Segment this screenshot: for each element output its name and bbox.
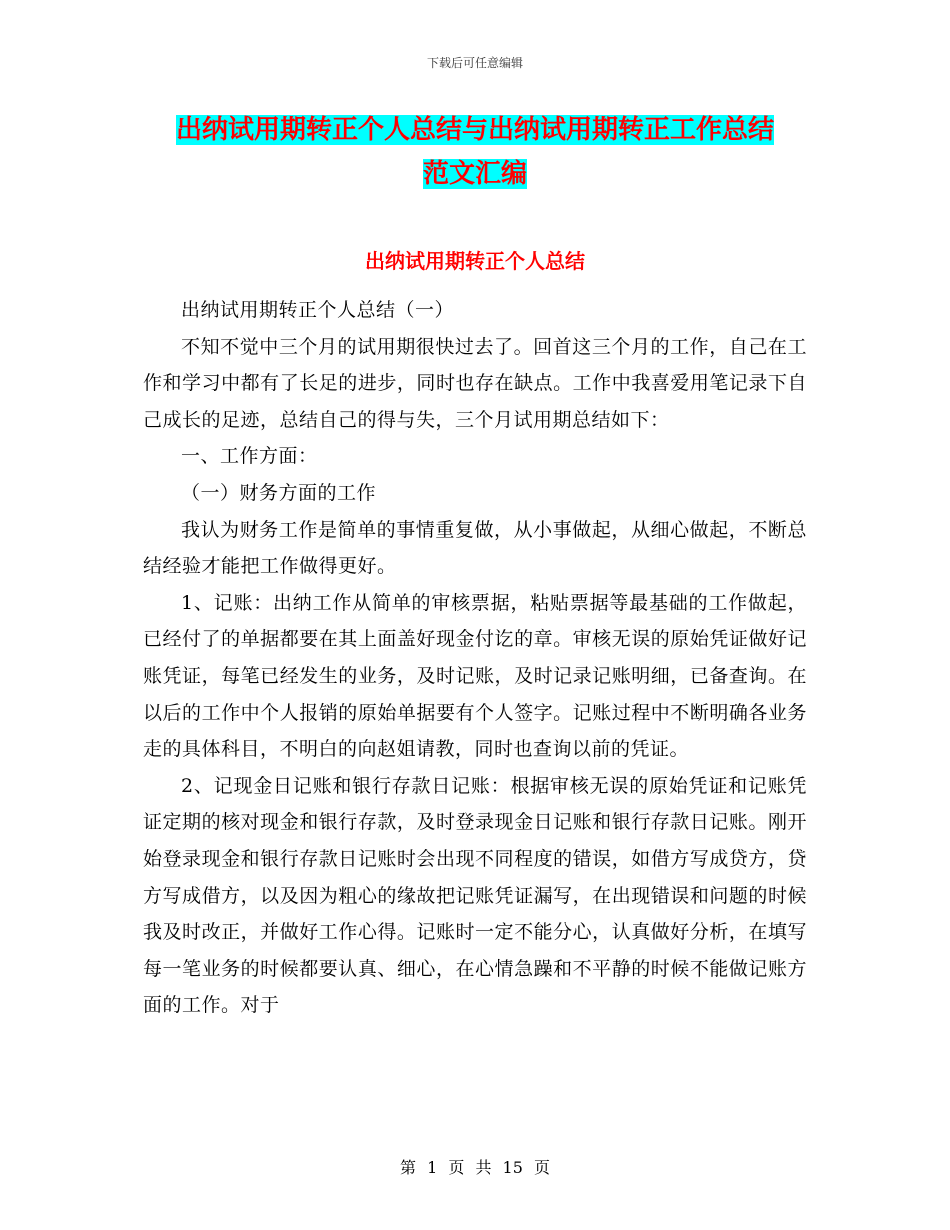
page-number: 第 1 页 共 15 页 xyxy=(400,1158,550,1177)
section-title: 出纳试用期转正个人总结 xyxy=(365,249,585,273)
document-body xyxy=(143,292,807,1024)
paragraph-journal: 2、记现金日记账和银行存款日记账：根据审核无误的原始凭证和记账凭证定期的核对现金和银行存款，及时登录现金日记账和银行存款日记账。刚开始登录现金和银行存款日记账时会出现不同程度的错误，如借方写成贷方，贷方写成借方，以及因为粗心的缘故把记账凭证漏写，在出现错误和问题的时候我及时改正，并做好工作心得。记账时一定不能分心，认真做好分析，在填写每一笔业务的时候都要认真、细心，在心情急躁和不平静的时候不能做记账方面的工作。对于 xyxy=(143,774,807,1017)
paragraph-heading-work: 一、工作方面： xyxy=(181,445,318,468)
paragraph-intro: 不知不觉中三个月的试用期很快过去了。回首这三个月的工作，自己在工作和学习中都有了长足的进步，同时也存在缺点。工作中我喜爱用笔记录下自己成长的足迹，总结自己的得与失，三个月试用期总结如下： xyxy=(143,335,807,431)
document-title-line2: 范文汇编 xyxy=(422,159,527,189)
document-title-line1: 出纳试用期转正个人总结与出纳试用期转正工作总结 xyxy=(175,115,774,145)
header-note: 下载后可任意编辑 xyxy=(426,56,523,70)
paragraph-heading-finance: （一）财务方面的工作 xyxy=(181,481,377,504)
paragraph-subtitle: 出纳试用期转正个人总结（一） xyxy=(181,299,455,321)
document-title xyxy=(145,108,805,196)
paragraph-bookkeeping: 1、记账：出纳工作从简单的审核票据，粘贴票据等最基础的工作做起，已经付了的单据都要在其上面盖好现金付讫的章。审核无误的原始凭证做好记账凭证，每笔已经发生的业务，及时记账，及时记录记账明细，已备查询。在以后的工作中个人报销的原始单据要有个人签字。记账过程中不断明确各业务走的具体科目，不明白的向赵姐请教，同时也查询以前的凭证。 xyxy=(143,591,807,761)
paragraph-finance-view: 我认为财务工作是简单的事情重复做，从小事做起，从细心做起，不断总结经验才能把工作做得更好。 xyxy=(143,518,807,578)
